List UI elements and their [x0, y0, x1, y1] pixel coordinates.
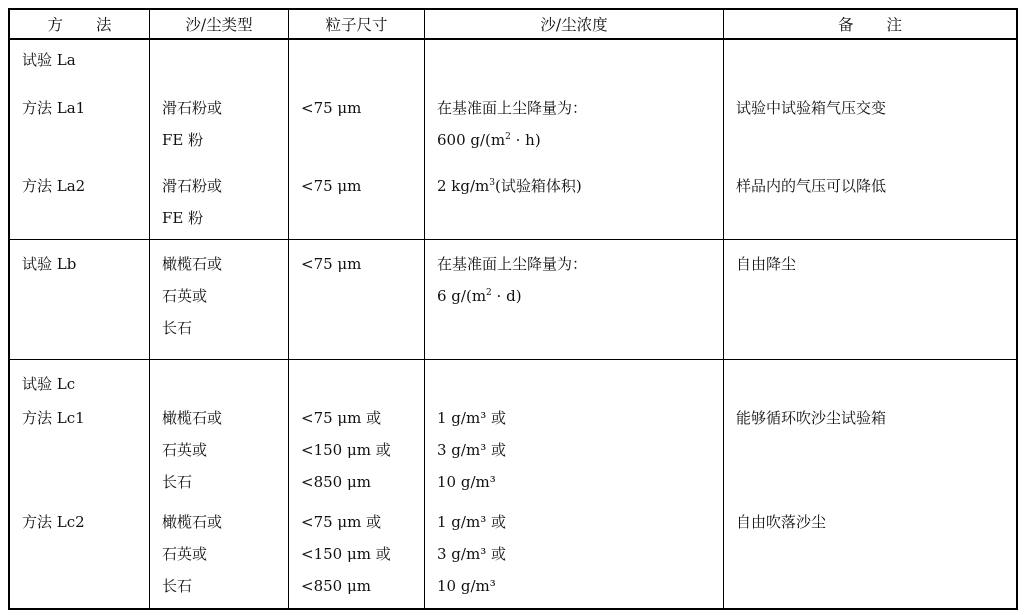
sand-dust-test-table	[8, 8, 1018, 610]
lb-conc-line: 6 $g/(m^2 \cdot d)$	[437, 287, 522, 305]
lb-size-cell	[289, 240, 425, 360]
header-particle-size: 粒子尺寸	[289, 10, 425, 40]
lc1-remark: 能够循环吹沙尘试验箱	[736, 409, 887, 427]
lc-title: 试验 Lc	[22, 375, 76, 393]
la2-size: <75 μm	[301, 177, 362, 195]
lb-type-cell	[150, 240, 289, 360]
lb-remark-cell	[724, 240, 1016, 360]
lc-method-cell	[10, 360, 150, 608]
header-concentration: 沙/尘浓度	[425, 10, 724, 40]
lc-remark-cell	[724, 360, 1016, 608]
lc1-size-line: <850 μm	[301, 473, 371, 491]
la-conc-cell	[425, 40, 724, 240]
la1-size: <75 μm	[301, 99, 362, 117]
lb-remark: 自由降尘	[736, 255, 797, 273]
lb-type-line: 长石	[162, 319, 193, 337]
la1-type-line: 滑石粉或	[162, 99, 223, 117]
lc2-conc-line: 3 g/m³ 或	[437, 545, 506, 563]
la1-method: 方法 La1	[22, 99, 86, 117]
lc2-type-line: 橄榄石或	[162, 513, 223, 531]
lc1-size-line: <75 μm 或	[301, 409, 382, 427]
la2-method: 方法 La2	[22, 177, 86, 195]
la-type-cell	[150, 40, 289, 240]
lc1-conc-line: 3 g/m³ 或	[437, 441, 506, 459]
lc1-size-line: <150 μm 或	[301, 441, 391, 459]
lc2-type-line: 长石	[162, 577, 193, 595]
la2-remark: 样品内的气压可以降低	[736, 177, 887, 195]
lb-conc-cell	[425, 240, 724, 360]
header-dust-type: 沙/尘类型	[150, 10, 289, 40]
lc-size-cell	[289, 360, 425, 608]
la1-conc-line: 在基准面上尘降量为：	[437, 99, 588, 117]
lc2-conc-line: 1 g/m³ 或	[437, 513, 506, 531]
lb-size: <75 μm	[301, 255, 362, 273]
la-remark-cell	[724, 40, 1016, 240]
la1-conc-line: 600 $g/(m^2 \cdot h)$	[437, 131, 541, 149]
lc1-type-line: 石英或	[162, 441, 208, 459]
lc2-conc-line: 10 g/m³	[437, 577, 496, 595]
lc1-type-line: 长石	[162, 473, 193, 491]
la-method-cell	[10, 40, 150, 240]
lc2-type-line: 石英或	[162, 545, 208, 563]
la1-type-line: FE 粉	[162, 131, 204, 149]
lc-conc-cell	[425, 360, 724, 608]
la-size-cell	[289, 40, 425, 240]
lc2-size-line: <150 μm 或	[301, 545, 391, 563]
la2-type-line: 滑石粉或	[162, 177, 223, 195]
lc2-size-line: <75 μm 或	[301, 513, 382, 531]
lb-type-line: 橄榄石或	[162, 255, 223, 273]
lc-type-cell	[150, 360, 289, 608]
la1-remark: 试验中试验箱气压交变	[736, 99, 887, 117]
lc2-remark: 自由吹落沙尘	[736, 513, 827, 531]
header-remarks: 备 注	[724, 10, 1016, 40]
lc1-conc-line: 1 g/m³ 或	[437, 409, 506, 427]
la2-conc-line: 2 $kg/m^3$(试验箱体积)	[437, 177, 582, 195]
la2-type-line: FE 粉	[162, 209, 204, 227]
lc1-type-line: 橄榄石或	[162, 409, 223, 427]
lc2-method: 方法 Lc2	[22, 513, 85, 531]
la-title: 试验 La	[22, 51, 76, 69]
lc1-method: 方法 Lc1	[22, 409, 85, 427]
lb-title: 试验 Lb	[22, 255, 77, 273]
header-method: 方 法	[10, 10, 150, 40]
lb-type-line: 石英或	[162, 287, 208, 305]
lb-method-cell	[10, 240, 150, 360]
lb-conc-line: 在基准面上尘降量为：	[437, 255, 588, 273]
lc1-conc-line: 10 g/m³	[437, 473, 496, 491]
lc2-size-line: <850 μm	[301, 577, 371, 595]
